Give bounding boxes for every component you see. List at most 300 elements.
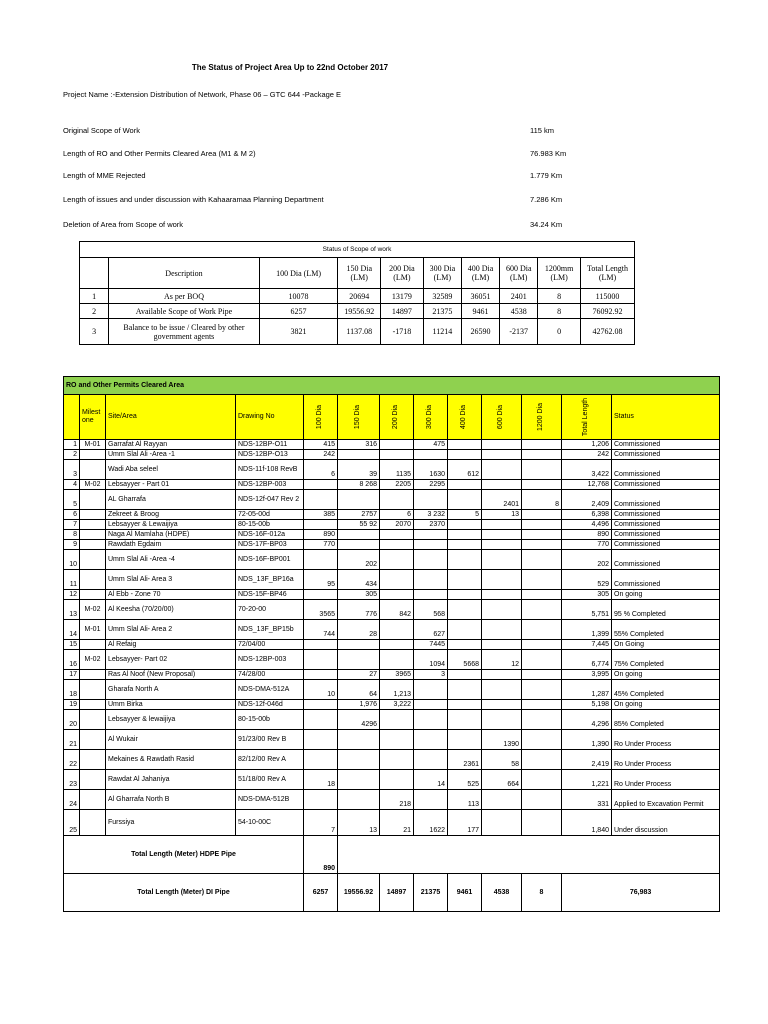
header-site: Site/Area <box>106 395 236 440</box>
scope-row <box>80 319 635 345</box>
dia-cell <box>448 520 482 530</box>
row-number: 10 <box>64 550 80 570</box>
dia-cell <box>522 440 562 450</box>
site-cell: Furssiya <box>106 810 236 836</box>
dia-cell: 13 <box>338 810 380 836</box>
row-number: 14 <box>64 620 80 640</box>
status-cell: 95 % Completed <box>612 600 720 620</box>
milestone-cell <box>80 810 106 836</box>
dia-cell <box>522 590 562 600</box>
dia-cell: 21 <box>380 810 414 836</box>
dia-cell <box>304 750 338 770</box>
total-cell: 1,221 <box>562 770 612 790</box>
table-row <box>64 570 720 590</box>
site-cell: Lebsayyer - Part 01 <box>106 480 236 490</box>
status-cell: On going <box>612 700 720 710</box>
table-row <box>64 620 720 640</box>
milestone-cell <box>80 700 106 710</box>
milestone-cell <box>80 460 106 480</box>
summary-label: Deletion of Area from Scope of work <box>63 220 184 229</box>
dia-cell <box>448 480 482 490</box>
dia-cell <box>414 570 448 590</box>
total-cell: 5,198 <box>562 700 612 710</box>
drawing-cell: NDS-DMA-512B <box>236 790 304 810</box>
status-cell: Commissioned <box>612 490 720 510</box>
dia-cell <box>482 530 522 540</box>
site-cell: AL Gharrafa <box>106 490 236 510</box>
site-cell: Al Gharrafa North B <box>106 790 236 810</box>
table-row <box>64 700 720 710</box>
scope-cell: 11214 <box>423 319 461 345</box>
dia-cell: 744 <box>304 620 338 640</box>
total-cell: 12,768 <box>562 480 612 490</box>
site-cell: Umm Birka <box>106 700 236 710</box>
dia-cell <box>482 450 522 460</box>
dia-cell <box>522 540 562 550</box>
total-cell: 1,390 <box>562 730 612 750</box>
total-cell: 2,419 <box>562 750 612 770</box>
drawing-cell: NDS-12f-047 Rev 2 <box>236 490 304 510</box>
dia-cell <box>338 490 380 510</box>
drawing-cell: NDS-11f-108 RevB <box>236 460 304 480</box>
dia-cell: 177 <box>448 810 482 836</box>
table-row <box>64 530 720 540</box>
site-cell: Garrafat Al Rayyan <box>106 440 236 450</box>
dia-cell <box>448 450 482 460</box>
dia-cell: 1135 <box>380 460 414 480</box>
table-row <box>64 540 720 550</box>
dia-cell: 10 <box>304 680 338 700</box>
scope-header-cell: Description <box>109 258 260 289</box>
row-number: 16 <box>64 650 80 670</box>
dia-cell <box>414 590 448 600</box>
drawing-cell: NDS-DMA-512A <box>236 680 304 700</box>
total-hdpe-row <box>64 836 720 874</box>
dia-cell <box>482 480 522 490</box>
milestone-cell <box>80 680 106 700</box>
dia-cell: 316 <box>338 440 380 450</box>
summary-label: Length of issues and under discussion with Kahaaramaa Planning Department <box>63 195 324 204</box>
total-di-cell: 6257 <box>304 874 338 912</box>
dia-cell: 202 <box>338 550 380 570</box>
scope-cell: 21375 <box>423 304 461 319</box>
dia-cell <box>304 670 338 680</box>
dia-cell <box>380 490 414 510</box>
dia-cell <box>448 670 482 680</box>
milestone-cell <box>80 570 106 590</box>
scope-cell: 4538 <box>500 304 538 319</box>
dia-cell <box>522 480 562 490</box>
dia-cell <box>448 710 482 730</box>
dia-cell: 627 <box>414 620 448 640</box>
scope-cell: 8 <box>538 289 581 304</box>
scope-cell: 19556.92 <box>338 304 381 319</box>
dia-cell: 1094 <box>414 650 448 670</box>
dia-cell: 4296 <box>338 710 380 730</box>
dia-cell <box>380 730 414 750</box>
dia-cell <box>304 710 338 730</box>
row-number: 4 <box>64 480 80 490</box>
dia-cell <box>522 790 562 810</box>
dia-cell <box>304 650 338 670</box>
row-number: 6 <box>64 510 80 520</box>
dia-cell <box>380 620 414 640</box>
dia-cell <box>338 450 380 460</box>
dia-cell: 1,976 <box>338 700 380 710</box>
dia-cell <box>482 460 522 480</box>
dia-cell <box>304 640 338 650</box>
dia-cell <box>448 600 482 620</box>
scope-header-cell: 150 Dia (LM) <box>338 258 381 289</box>
milestone-cell: M-02 <box>80 650 106 670</box>
dia-cell: 568 <box>414 600 448 620</box>
header-dia: 1200 Dia <box>537 402 545 432</box>
dia-cell <box>522 750 562 770</box>
drawing-cell: 80-15-00b <box>236 710 304 730</box>
dia-cell <box>414 540 448 550</box>
site-cell: Lebsayyer & Lewaijiya <box>106 520 236 530</box>
table-row <box>64 810 720 836</box>
milestone-cell <box>80 730 106 750</box>
milestone-cell <box>80 670 106 680</box>
site-cell: Al Ebb - Zone 70 <box>106 590 236 600</box>
scope-header-cell: 300 Dia (LM) <box>423 258 461 289</box>
header-total: Total Length <box>582 397 590 437</box>
scope-cell: As per BOQ <box>109 289 260 304</box>
milestone-cell <box>80 790 106 810</box>
milestone-cell <box>80 750 106 770</box>
dia-cell <box>482 600 522 620</box>
site-cell: Umm Slal Ali -Area -1 <box>106 450 236 460</box>
table-row <box>64 440 720 450</box>
dia-cell <box>304 550 338 570</box>
row-number: 7 <box>64 520 80 530</box>
scope-cell: 3821 <box>259 319 338 345</box>
dia-cell: 6 <box>304 460 338 480</box>
dia-cell <box>522 510 562 520</box>
permits-table <box>63 376 720 912</box>
dia-cell: 525 <box>448 770 482 790</box>
dia-cell <box>482 540 522 550</box>
dia-cell <box>338 750 380 770</box>
site-cell: Lebsayyer & lewaijiya <box>106 710 236 730</box>
total-cell: 305 <box>562 590 612 600</box>
drawing-cell: NDS_13F_BP15b <box>236 620 304 640</box>
scope-cell: 9461 <box>461 304 499 319</box>
dia-cell <box>380 530 414 540</box>
dia-cell <box>482 810 522 836</box>
scope-cell: 36051 <box>461 289 499 304</box>
status-cell: 75% Completed <box>612 650 720 670</box>
drawing-cell: NDS-12BP-003 <box>236 480 304 490</box>
dia-cell <box>522 640 562 650</box>
dia-cell: 3 <box>414 670 448 680</box>
drawing-cell: 72-05-00d <box>236 510 304 520</box>
dia-cell <box>482 700 522 710</box>
dia-cell: 2370 <box>414 520 448 530</box>
dia-cell <box>482 640 522 650</box>
dia-cell <box>380 440 414 450</box>
dia-cell: 2757 <box>338 510 380 520</box>
table-row <box>64 730 720 750</box>
table-row <box>64 460 720 480</box>
dia-cell <box>304 730 338 750</box>
dia-cell <box>414 790 448 810</box>
row-number: 25 <box>64 810 80 836</box>
dia-cell <box>338 540 380 550</box>
scope-cell: 14897 <box>381 304 424 319</box>
header-dia: 150 Dia <box>354 404 362 430</box>
dia-cell: 2205 <box>380 480 414 490</box>
scope-cell: 76092.92 <box>581 304 635 319</box>
total-cell: 1,399 <box>562 620 612 640</box>
site-cell: Rawdath Egdaim <box>106 540 236 550</box>
summary-label: Original Scope of Work <box>63 126 140 135</box>
dia-cell <box>338 650 380 670</box>
table-row <box>64 670 720 680</box>
dia-cell <box>448 640 482 650</box>
dia-cell <box>304 480 338 490</box>
row-number: 2 <box>64 450 80 460</box>
dia-cell: 64 <box>338 680 380 700</box>
milestone-cell: M-01 <box>80 440 106 450</box>
dia-cell <box>338 770 380 790</box>
scope-cell: 3 <box>80 319 109 345</box>
status-cell: Commissioned <box>612 570 720 590</box>
row-number: 12 <box>64 590 80 600</box>
row-number: 21 <box>64 730 80 750</box>
summary-value: 34.24 Km <box>530 220 563 229</box>
drawing-cell: 74/28/00 <box>236 670 304 680</box>
total-di-cell: 9461 <box>448 874 482 912</box>
dia-cell: 1630 <box>414 460 448 480</box>
header-dia: 100 Dia <box>316 404 324 430</box>
scope-table <box>79 241 635 345</box>
total-cell: 4,496 <box>562 520 612 530</box>
dia-cell <box>380 650 414 670</box>
total-hdpe-label: Total Length (Meter) HDPE Pipe <box>64 836 304 874</box>
status-cell: 55% Completed <box>612 620 720 640</box>
drawing-cell: NDS_13F_BP16a <box>236 570 304 590</box>
scope-cell: 6257 <box>259 304 338 319</box>
dia-cell <box>304 700 338 710</box>
drawing-cell: NDS-12BP-O13 <box>236 450 304 460</box>
scope-header-cell: 400 Dia (LM) <box>461 258 499 289</box>
dia-cell <box>304 520 338 530</box>
status-cell: Commissioned <box>612 510 720 520</box>
dia-cell <box>304 490 338 510</box>
drawing-cell: 70-20-00 <box>236 600 304 620</box>
dia-cell <box>448 730 482 750</box>
dia-cell: 18 <box>304 770 338 790</box>
site-cell: Gharafa North A <box>106 680 236 700</box>
summary-value: 115 km <box>530 126 555 135</box>
row-number: 9 <box>64 540 80 550</box>
site-cell: Al Refaig <box>106 640 236 650</box>
milestone-cell <box>80 490 106 510</box>
dia-cell <box>448 440 482 450</box>
header-milestone: Milest one <box>80 395 106 440</box>
dia-cell: 242 <box>304 450 338 460</box>
drawing-cell: NDS-12f-046d <box>236 700 304 710</box>
total-di-label: Total Length (Meter) DI Pipe <box>64 874 304 912</box>
dia-cell <box>338 730 380 750</box>
dia-cell: 3 232 <box>414 510 448 520</box>
total-cell: 529 <box>562 570 612 590</box>
dia-cell <box>482 520 522 530</box>
dia-cell <box>414 710 448 730</box>
dia-cell <box>304 790 338 810</box>
drawing-cell: 54-10-00C <box>236 810 304 836</box>
milestone-cell <box>80 450 106 460</box>
dia-cell <box>482 440 522 450</box>
header-drawing: Drawing No <box>236 395 304 440</box>
dia-cell: 12 <box>482 650 522 670</box>
total-cell: 6,398 <box>562 510 612 520</box>
status-cell: Commissioned <box>612 540 720 550</box>
scope-cell: 8 <box>538 304 581 319</box>
scope-header-cell: Total Length (LM) <box>581 258 635 289</box>
dia-cell <box>522 650 562 670</box>
scope-cell: 115000 <box>581 289 635 304</box>
dia-cell <box>482 570 522 590</box>
total-cell: 770 <box>562 540 612 550</box>
status-cell: Commissioned <box>612 460 720 480</box>
dia-cell <box>448 570 482 590</box>
scope-header-cell: 100 Dia (LM) <box>259 258 338 289</box>
status-cell: Ro Under Process <box>612 730 720 750</box>
status-cell: Under discussion <box>612 810 720 836</box>
dia-cell <box>380 590 414 600</box>
dia-cell <box>380 770 414 790</box>
dia-cell <box>522 670 562 680</box>
drawing-cell: 72/04/00 <box>236 640 304 650</box>
table-row <box>64 710 720 730</box>
total-cell: 890 <box>562 530 612 540</box>
total-cell: 331 <box>562 790 612 810</box>
dia-cell <box>522 680 562 700</box>
dia-cell: 890 <box>304 530 338 540</box>
scope-cell: 1 <box>80 289 109 304</box>
table-band-title: RO and Other Permits Cleared Area <box>64 377 720 395</box>
total-di-row <box>64 874 720 912</box>
dia-cell <box>448 490 482 510</box>
status-cell: On going <box>612 670 720 680</box>
total-hdpe-value: 890 <box>304 836 338 874</box>
total-cell: 242 <box>562 450 612 460</box>
total-cell: 2,409 <box>562 490 612 510</box>
row-number: 23 <box>64 770 80 790</box>
drawing-cell: NDS-17F-BP03 <box>236 540 304 550</box>
dia-cell <box>380 540 414 550</box>
row-number: 19 <box>64 700 80 710</box>
drawing-cell: NDS-16F-012a <box>236 530 304 540</box>
dia-cell: 27 <box>338 670 380 680</box>
milestone-cell: M-01 <box>80 620 106 640</box>
dia-cell: 2361 <box>448 750 482 770</box>
dia-cell <box>414 490 448 510</box>
milestone-cell <box>80 770 106 790</box>
total-di-cell: 8 <box>522 874 562 912</box>
scope-cell: 0 <box>538 319 581 345</box>
dia-cell: 1390 <box>482 730 522 750</box>
table-row <box>64 770 720 790</box>
dia-cell <box>338 640 380 650</box>
dia-cell: 1,213 <box>380 680 414 700</box>
dia-cell: 3565 <box>304 600 338 620</box>
status-cell: Commissioned <box>612 440 720 450</box>
dia-cell <box>522 810 562 836</box>
drawing-cell: NDS-15F-BP46 <box>236 590 304 600</box>
table-row <box>64 520 720 530</box>
dia-cell: 776 <box>338 600 380 620</box>
table-row <box>64 640 720 650</box>
header-dia: 600 Dia <box>497 404 505 430</box>
dia-cell: 218 <box>380 790 414 810</box>
status-cell: On going <box>612 590 720 600</box>
scope-cell: 26590 <box>461 319 499 345</box>
status-cell: 45% Completed <box>612 680 720 700</box>
scope-row <box>80 304 635 319</box>
scope-cell: 42762.08 <box>581 319 635 345</box>
scope-header-cell <box>80 258 109 289</box>
table-row <box>64 510 720 520</box>
dia-cell: 385 <box>304 510 338 520</box>
dia-cell <box>448 590 482 600</box>
status-cell: On Going <box>612 640 720 650</box>
dia-cell: 95 <box>304 570 338 590</box>
dia-cell <box>448 700 482 710</box>
dia-cell <box>522 710 562 730</box>
scope-cell: 32589 <box>423 289 461 304</box>
total-di-cell: 19556.92 <box>338 874 380 912</box>
site-cell: Wadi Aba seleel <box>106 460 236 480</box>
dia-cell <box>414 530 448 540</box>
total-cell: 6,774 <box>562 650 612 670</box>
scope-cell: 2 <box>80 304 109 319</box>
site-cell: Umm Slal Ali -Area -4 <box>106 550 236 570</box>
dia-cell <box>522 770 562 790</box>
dia-cell: 1622 <box>414 810 448 836</box>
dia-cell: 434 <box>338 570 380 590</box>
drawing-cell: NDS-12BP-003 <box>236 650 304 670</box>
scope-header-row <box>80 258 635 289</box>
dia-cell <box>482 790 522 810</box>
row-number: 24 <box>64 790 80 810</box>
scope-cell: -1718 <box>381 319 424 345</box>
table-row <box>64 480 720 490</box>
row-number: 20 <box>64 710 80 730</box>
scope-cell: 10078 <box>259 289 338 304</box>
dia-cell: 28 <box>338 620 380 640</box>
total-cell: 1,206 <box>562 440 612 450</box>
row-number: 15 <box>64 640 80 650</box>
header-cell <box>64 395 80 440</box>
scope-row <box>80 289 635 304</box>
dia-cell <box>482 670 522 680</box>
header-dia: 400 Dia <box>460 404 468 430</box>
total-cell: 202 <box>562 550 612 570</box>
scope-cell: Available Scope of Work Pipe <box>109 304 260 319</box>
dia-cell: 8 268 <box>338 480 380 490</box>
dia-cell <box>522 730 562 750</box>
status-cell: Ro Under Process <box>612 750 720 770</box>
total-cell: 3,995 <box>562 670 612 680</box>
dia-cell <box>414 700 448 710</box>
total-cell: 1,287 <box>562 680 612 700</box>
header-dia: 200 Dia <box>392 404 400 430</box>
table-row <box>64 790 720 810</box>
